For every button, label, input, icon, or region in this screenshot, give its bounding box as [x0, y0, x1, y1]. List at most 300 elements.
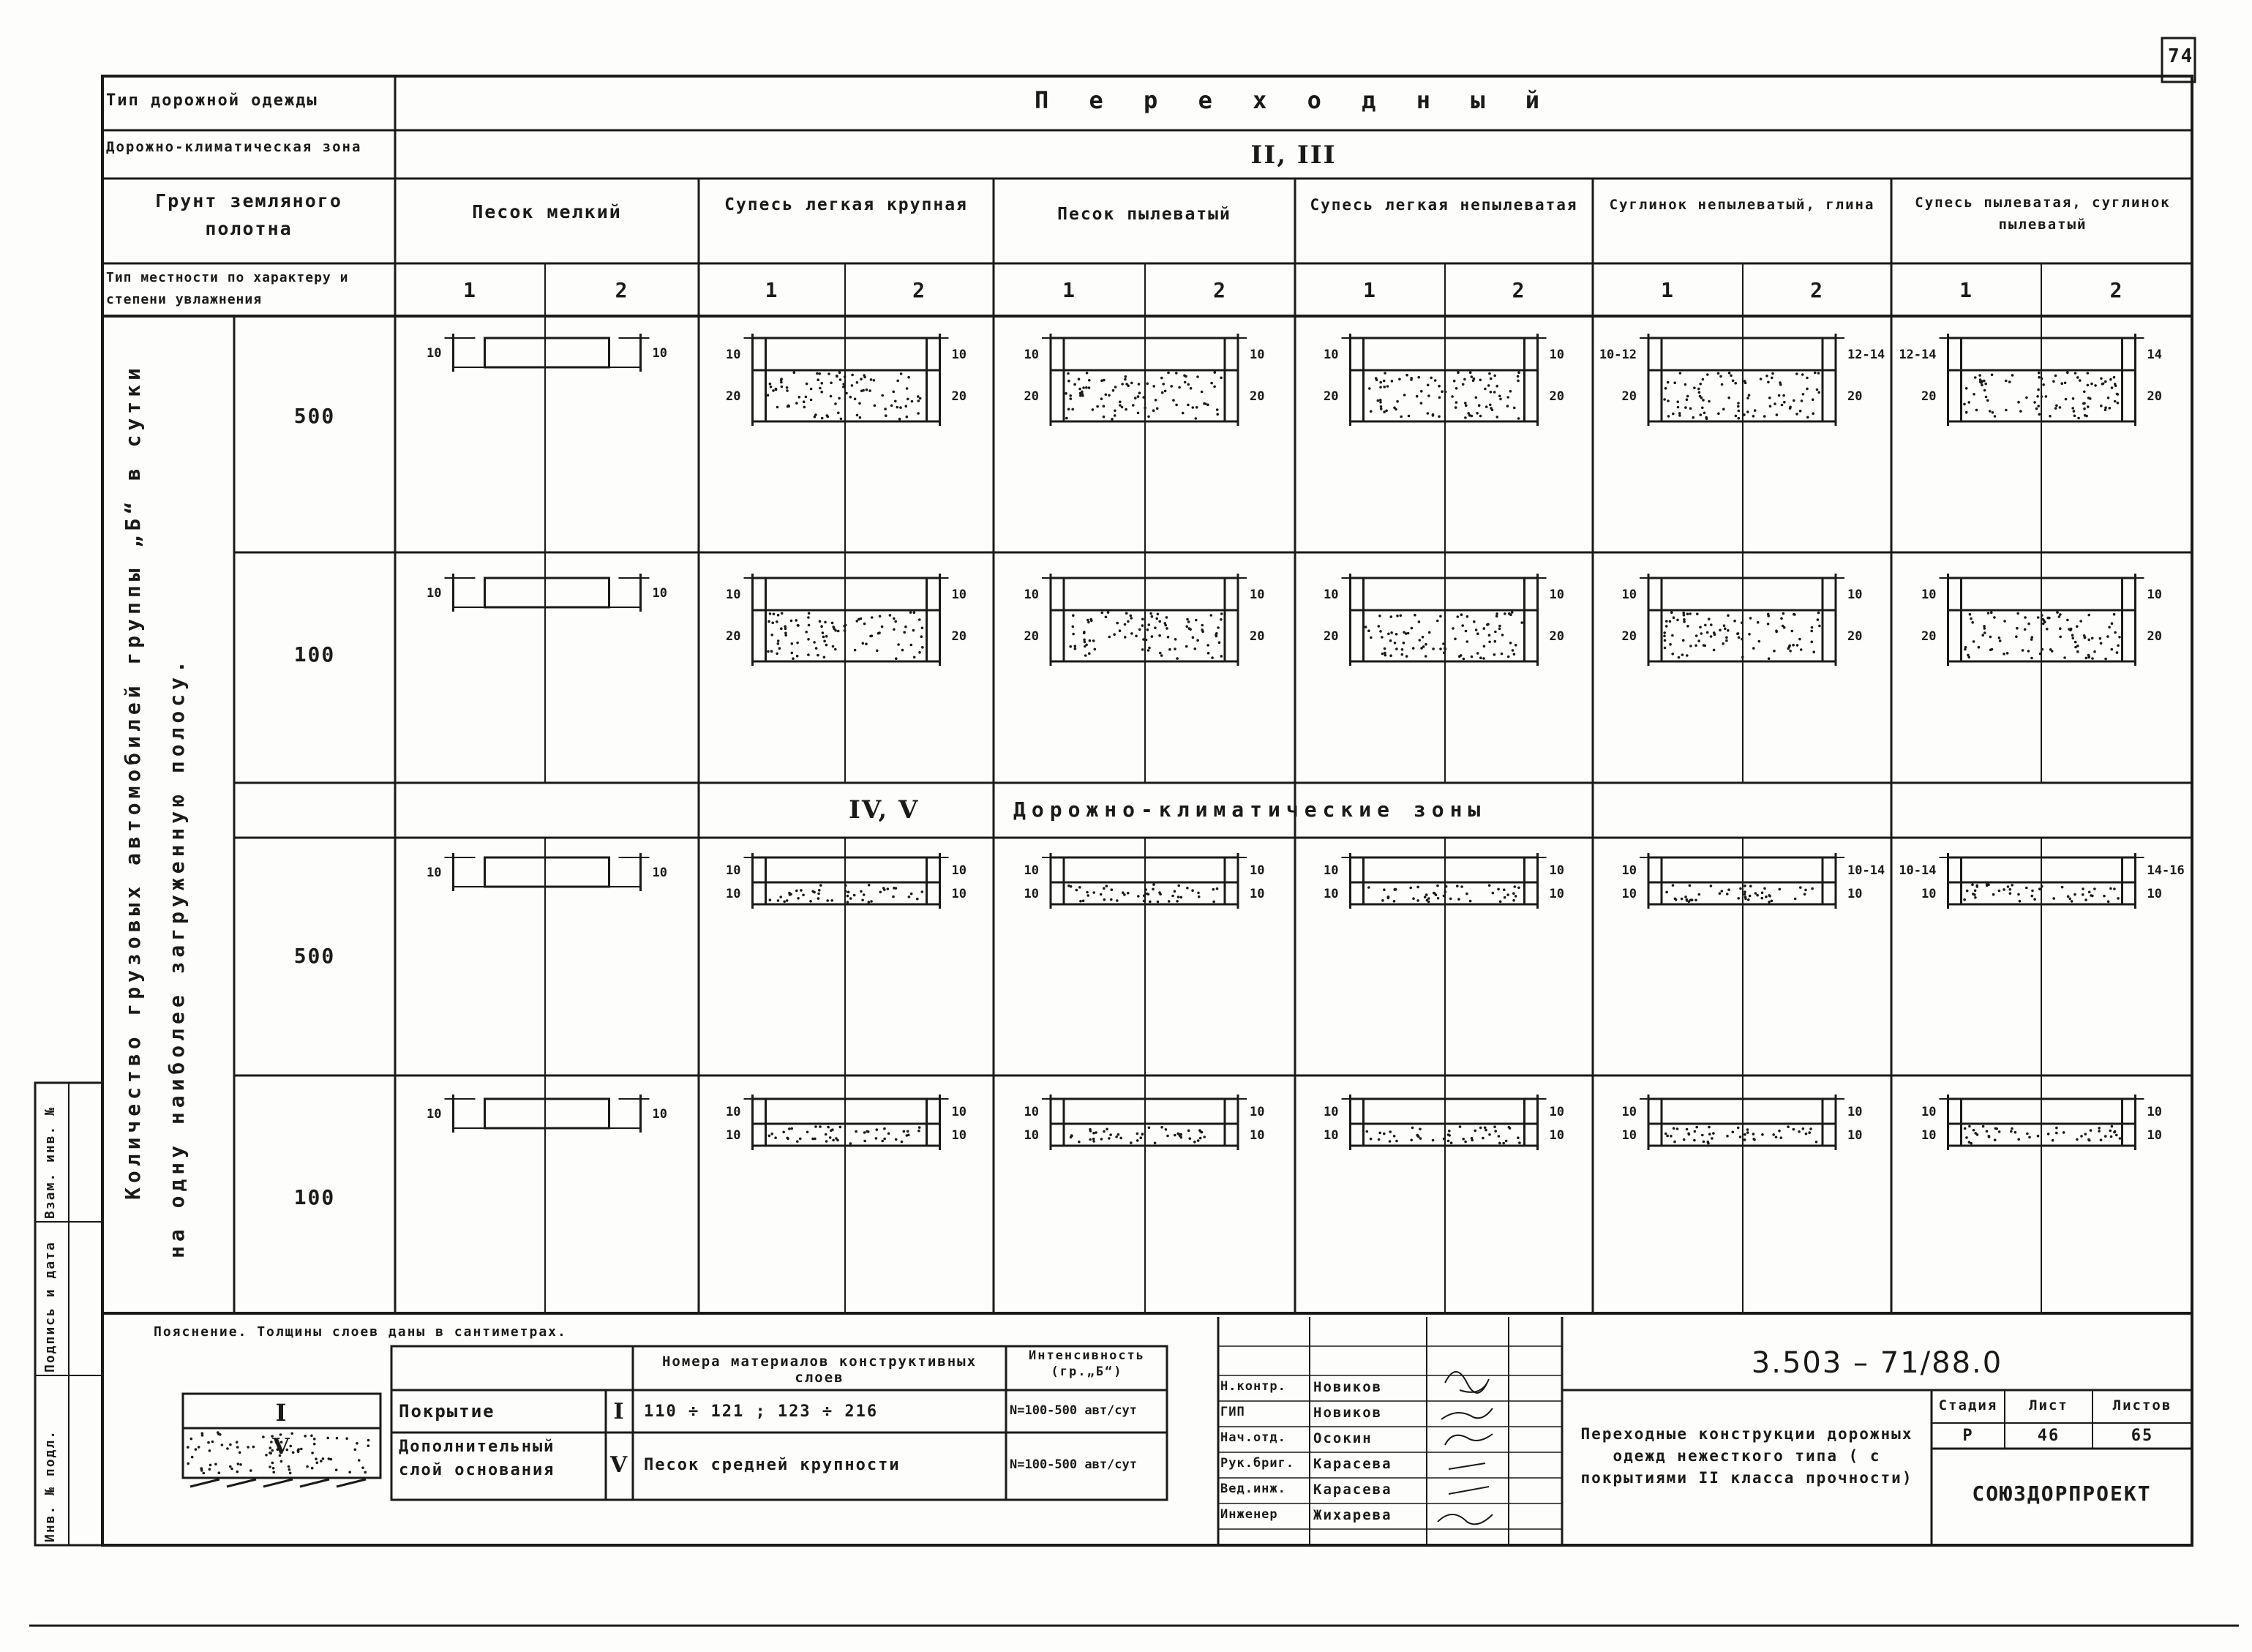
sand-dot — [1507, 656, 1510, 658]
sand-dot — [1196, 406, 1198, 409]
sand-dot — [1708, 1126, 1711, 1129]
sand-dot — [784, 627, 787, 630]
sand-dot — [781, 612, 784, 615]
sand-dot — [1781, 404, 1784, 407]
sand-dot — [921, 646, 924, 649]
sand-dot — [786, 389, 789, 392]
sand-dot — [795, 619, 798, 622]
sand-dot — [1665, 620, 1668, 623]
sand-dot — [1138, 383, 1141, 386]
sand-dot — [1989, 649, 1992, 652]
sand-dot — [1175, 404, 1178, 407]
sand-dot — [1967, 401, 1970, 404]
sand-dot — [2049, 415, 2052, 418]
sand-dot — [887, 887, 890, 890]
stamp-name: Жихарева — [1313, 1507, 1392, 1523]
sand-dot — [781, 386, 784, 388]
stamp-role: Вед.инж. — [1220, 1482, 1286, 1496]
sand-dot — [2104, 380, 2107, 383]
sand-dot — [1092, 1140, 1095, 1143]
sand-dot — [1396, 615, 1399, 617]
sand-dot — [1430, 377, 1433, 380]
strip-replace: Взам. инв. № — [42, 1105, 58, 1219]
sand-dot — [1187, 383, 1190, 386]
sand-dot — [892, 896, 895, 898]
sand-dot — [1105, 616, 1108, 619]
sand-dot — [2054, 407, 2057, 410]
sand-dot — [2113, 613, 2116, 616]
sand-dot — [2042, 623, 2045, 626]
sand-dot — [1775, 630, 1778, 633]
sand-dot — [1789, 650, 1792, 653]
sand-dot — [1414, 614, 1416, 617]
sand-dot — [1478, 404, 1481, 407]
sand-dot — [823, 640, 826, 643]
sand-dot — [813, 641, 816, 644]
sand-dot — [1999, 639, 2002, 642]
sand-dot — [1379, 401, 1382, 404]
sand-dot — [1712, 1132, 1715, 1135]
traffic-value: 500 — [293, 404, 336, 428]
traffic-value: 500 — [293, 944, 336, 968]
sand-dot — [1995, 1127, 1998, 1130]
sand-dot — [2107, 901, 2110, 904]
sand-dot — [1194, 647, 1197, 650]
sand-dot — [1737, 897, 1740, 900]
layer-thickness-label: 10 — [726, 1105, 741, 1119]
sand-dot — [1495, 615, 1498, 617]
sand-dot — [1771, 900, 1774, 903]
sand-dot — [803, 406, 806, 409]
sand-dot — [1696, 612, 1699, 615]
sand-dot — [838, 397, 841, 400]
sand-dot — [1689, 885, 1692, 887]
zone-value: II, III — [1250, 140, 1337, 170]
sand-dot — [1686, 398, 1689, 401]
sand-dot — [1089, 639, 1092, 642]
sand-dot — [787, 405, 790, 408]
sand-dot — [1717, 413, 1720, 416]
sand-dot — [1201, 624, 1204, 627]
sand-dot — [2064, 382, 2067, 385]
sand-dot — [839, 1126, 842, 1129]
sand-dot — [2079, 620, 2082, 623]
sand-dot — [2117, 645, 2120, 647]
sand-dot — [1998, 890, 2001, 893]
sand-dot — [851, 384, 854, 387]
layer-thickness-label: 10 — [1549, 887, 1564, 901]
sand-dot — [1154, 1142, 1157, 1145]
sand-dot — [1381, 653, 1384, 656]
sand-dot — [1467, 412, 1470, 415]
sand-dot — [1416, 886, 1419, 889]
sand-dot — [1177, 885, 1180, 887]
sand-dot — [831, 622, 834, 625]
sand-dot — [913, 611, 916, 614]
sand-dot — [770, 634, 773, 637]
layer-thickness-label: 10 — [726, 587, 741, 602]
stage-label: Стадия — [1938, 1397, 1998, 1413]
sand-dot — [1167, 636, 1170, 639]
sand-dot — [1678, 412, 1681, 415]
sand-dot — [1403, 631, 1405, 634]
sand-dot — [855, 1130, 857, 1133]
pavement-section-diagram — [1899, 334, 2162, 426]
sand-dot — [1498, 395, 1501, 398]
sand-dot — [1141, 648, 1144, 651]
sand-dot — [1724, 628, 1727, 631]
sheet-label: Лист — [2029, 1397, 2068, 1413]
layer-thickness-label: 10 — [1324, 887, 1339, 901]
sand-dot — [844, 375, 847, 378]
sand-dot — [1817, 372, 1820, 375]
sand-dot — [1780, 1136, 1783, 1139]
sand-dot — [885, 414, 887, 417]
layer-thickness-label: 10 — [1250, 1105, 1265, 1119]
layer-thickness-label: 10 — [1621, 863, 1637, 878]
sand-dot — [896, 380, 899, 383]
sand-dot — [900, 372, 903, 375]
sand-dot — [1147, 649, 1150, 652]
sand-dot — [773, 613, 776, 616]
sand-dot — [893, 617, 896, 620]
layer-thickness-label: 10 — [951, 1128, 967, 1143]
sand-dot — [2111, 622, 2114, 625]
sand-dot — [1722, 408, 1725, 411]
sand-dot — [1090, 619, 1093, 622]
sand-dot — [1804, 893, 1806, 896]
sand-dot — [839, 378, 842, 381]
sand-dot — [832, 1139, 835, 1142]
sand-dot — [1065, 417, 1068, 420]
sand-dot — [230, 1468, 233, 1471]
sand-dot — [1379, 399, 1382, 402]
sand-dot — [1517, 417, 1520, 420]
sand-dot — [2106, 635, 2109, 638]
zone-label: Дорожно-климатическая зона — [106, 139, 362, 155]
sand-dot — [1512, 899, 1515, 902]
sand-dot — [1479, 1127, 1482, 1130]
sand-dot — [2111, 386, 2114, 389]
sand-dot — [209, 1464, 212, 1467]
sand-dot — [906, 416, 909, 418]
sand-dot — [1189, 1137, 1192, 1140]
sand-dot — [306, 1465, 309, 1468]
sand-dot — [1220, 618, 1223, 621]
sand-dot — [1393, 1135, 1396, 1138]
sand-dot — [879, 891, 882, 894]
sand-dot — [907, 376, 910, 379]
sand-dot — [889, 614, 892, 617]
sand-dot — [1708, 1133, 1711, 1135]
sand-dot — [1152, 409, 1155, 412]
sand-dot — [1152, 385, 1155, 388]
sand-dot — [776, 653, 778, 656]
sand-dot — [2109, 1130, 2112, 1133]
terrain-label: Тип местности по характеру и степени увлажнения — [106, 270, 349, 307]
sand-dot — [1193, 1141, 1196, 1144]
terrain-type-number: 1 — [1363, 278, 1377, 302]
sand-dot — [842, 383, 845, 386]
sand-dot — [1986, 885, 1989, 887]
sand-dot — [1727, 629, 1730, 632]
sand-dot — [2113, 376, 2116, 379]
sand-dot — [807, 616, 810, 619]
sand-dot — [1667, 399, 1670, 402]
sand-dot — [1493, 391, 1496, 394]
sand-dot — [1214, 371, 1217, 374]
sand-dot — [1754, 409, 1757, 412]
sand-dot — [1079, 900, 1082, 903]
sand-dot — [825, 1140, 828, 1143]
sand-dot — [1664, 647, 1667, 650]
layer-thickness-label: 10 — [726, 1128, 741, 1143]
sand-dot — [1074, 645, 1077, 647]
sand-dot — [2005, 380, 2008, 383]
sand-dot — [1462, 383, 1465, 386]
layer-thickness-label: 10 — [2147, 587, 2162, 602]
sand-dot — [1973, 393, 1975, 396]
sand-dot — [1708, 617, 1711, 620]
sand-dot — [1088, 379, 1091, 382]
sand-dot — [1197, 1139, 1200, 1142]
sand-dot — [862, 389, 865, 392]
sand-dot — [1164, 622, 1167, 625]
sand-dot — [894, 620, 897, 623]
sand-dot — [1805, 1133, 1808, 1135]
sand-dot — [1710, 885, 1713, 887]
sand-dot — [1975, 409, 1978, 412]
legend-row-material: 110 ÷ 121 ; 123 ÷ 216 — [644, 1403, 879, 1421]
sand-dot — [819, 884, 822, 887]
sand-dot — [2083, 408, 2086, 410]
sand-dot — [1494, 1130, 1497, 1133]
sand-dot — [1482, 657, 1485, 660]
sand-dot — [1686, 654, 1689, 657]
sand-dot — [1782, 394, 1785, 397]
sand-dot — [1761, 892, 1764, 895]
layer-thickness-label: 10 — [951, 863, 967, 878]
sand-dot — [858, 402, 861, 405]
sand-dot — [1992, 411, 1994, 414]
soil-header-3: Песок пылеватый — [1057, 205, 1231, 224]
sand-dot — [1216, 887, 1219, 890]
sand-dot — [1405, 655, 1408, 658]
sand-dot — [847, 901, 849, 904]
sand-dot — [1100, 893, 1103, 896]
sand-dot — [2014, 1131, 2017, 1134]
sand-dot — [1130, 1141, 1133, 1144]
sand-dot — [898, 418, 901, 421]
sand-dot — [874, 405, 877, 408]
sand-dot — [1197, 892, 1200, 895]
sand-dot — [859, 416, 862, 419]
sand-dot — [1768, 901, 1771, 904]
sand-dot — [1082, 386, 1085, 389]
sand-dot — [895, 1138, 898, 1141]
sand-dot — [918, 618, 921, 621]
sand-dot — [1425, 655, 1427, 658]
sand-dot — [1067, 372, 1070, 375]
sand-dot — [2082, 402, 2085, 405]
sand-dot — [1417, 376, 1420, 379]
sand-dot — [780, 627, 783, 630]
side-label-2: на одну наиболее загруженную полосу. — [165, 656, 189, 1258]
sand-dot — [1490, 407, 1493, 410]
sand-dot — [1085, 386, 1088, 389]
sand-dot — [881, 394, 884, 397]
sand-dot — [2087, 384, 2090, 387]
sand-dot — [826, 899, 829, 902]
sand-dot — [1141, 1133, 1144, 1136]
sand-dot — [2087, 405, 2090, 408]
sand-dot — [1139, 1136, 1142, 1139]
layer-thickness-label: 20 — [1250, 389, 1265, 404]
legend-note: Пояснение. Толщины слоев даны в сантиметрах. — [154, 1324, 567, 1340]
layer-thickness-label: 10-14 — [1847, 863, 1885, 878]
sand-dot — [1147, 416, 1150, 418]
sand-dot — [834, 402, 837, 405]
sand-dot — [1220, 612, 1223, 615]
sand-dot — [866, 388, 868, 391]
sand-dot — [908, 896, 911, 898]
sand-dot — [1964, 646, 1967, 649]
layer-thickness-label: 20 — [1847, 389, 1863, 404]
sand-dot — [1697, 639, 1700, 642]
sand-dot — [2104, 1135, 2107, 1138]
sand-dot — [1084, 645, 1086, 648]
sand-dot — [1149, 901, 1152, 904]
sand-dot — [1744, 890, 1746, 893]
sand-dot — [1116, 899, 1119, 902]
sand-dot — [1717, 372, 1720, 375]
sand-dot — [817, 378, 819, 381]
sand-dot — [786, 1137, 789, 1140]
sand-dot — [897, 643, 900, 646]
sand-dot — [1501, 634, 1504, 637]
layer-thickness-label: 10 — [1024, 887, 1039, 901]
sand-dot — [1694, 1130, 1697, 1133]
sheet-number: 74 — [2168, 45, 2194, 67]
sand-dot — [1367, 886, 1370, 889]
sand-dot — [1078, 378, 1081, 380]
sand-dot — [1493, 375, 1496, 378]
sand-dot — [1084, 641, 1086, 644]
layer-thickness-label: 10 — [1549, 1128, 1564, 1143]
sand-dot — [1752, 1133, 1755, 1135]
sand-dot — [1683, 614, 1686, 617]
sand-dot — [1377, 399, 1380, 402]
sand-dot — [1771, 372, 1774, 375]
layer-thickness-label: 10 — [1921, 1105, 1937, 1119]
sand-dot — [2059, 627, 2062, 630]
sand-dot — [1498, 625, 1501, 628]
sand-dot — [1706, 373, 1709, 376]
sand-dot — [1492, 892, 1495, 895]
sand-dot — [849, 897, 852, 900]
sand-dot — [2107, 397, 2110, 399]
sand-dot — [1119, 404, 1122, 407]
sand-dot — [1138, 628, 1141, 631]
sand-dot — [831, 1128, 834, 1131]
sand-dot — [1473, 378, 1476, 380]
sand-dot — [1775, 1135, 1778, 1138]
sand-dot — [863, 893, 866, 896]
sand-dot — [893, 628, 896, 631]
sand-dot — [1366, 1130, 1369, 1133]
sand-dot — [840, 418, 843, 421]
sand-dot — [1474, 1130, 1477, 1133]
sand-dot — [1509, 642, 1512, 645]
sand-dot — [1127, 892, 1130, 895]
sand-dot — [1493, 653, 1496, 656]
sand-dot — [1796, 644, 1799, 647]
sand-dot — [2115, 1134, 2118, 1137]
sand-dot — [837, 630, 840, 633]
sand-dot — [1136, 1139, 1139, 1142]
sand-dot — [1789, 406, 1792, 409]
sand-dot — [1462, 1138, 1465, 1141]
sand-dot — [1735, 415, 1738, 418]
layer-thickness-label: 10 — [1324, 1105, 1339, 1119]
sand-dot — [2079, 379, 2082, 382]
sand-dot — [2038, 887, 2041, 890]
sand-dot — [1779, 381, 1782, 384]
sand-dot — [1967, 654, 1970, 657]
sand-dot — [1365, 626, 1367, 628]
sand-dot — [856, 381, 859, 384]
sand-dot — [2087, 639, 2090, 642]
sand-dot — [1744, 893, 1746, 896]
sand-dot — [1137, 895, 1140, 898]
sand-dot — [2091, 895, 2094, 898]
sand-dot — [1092, 639, 1095, 642]
sand-dot — [866, 1130, 868, 1133]
sand-dot — [1210, 382, 1213, 385]
sand-dot — [2039, 653, 2042, 656]
sand-dot — [1161, 391, 1164, 394]
sand-dot — [844, 885, 847, 887]
sand-dot — [1963, 898, 1966, 901]
doc-title: Переходные конструкции дорожных одежд нежесткого типа ( с покрытиями II класса прочности) — [1580, 1425, 1913, 1487]
sand-dot — [1681, 653, 1684, 656]
sand-dot — [1756, 894, 1759, 897]
sand-dot — [1673, 1141, 1676, 1144]
sand-dot — [2076, 625, 2079, 628]
sand-dot — [1744, 1133, 1746, 1136]
sand-dot — [917, 395, 920, 398]
sand-dot — [1710, 623, 1713, 626]
sand-dot — [1427, 384, 1430, 387]
layer-thickness-label: 10 — [951, 587, 967, 602]
sand-dot — [1778, 394, 1781, 397]
sand-dot — [269, 1465, 271, 1468]
sand-dot — [2073, 415, 2076, 418]
sand-dot — [1213, 386, 1216, 388]
sand-dot — [1121, 383, 1124, 386]
sand-dot — [1681, 898, 1684, 901]
sand-dot — [1380, 408, 1383, 410]
sand-dot — [2027, 623, 2030, 626]
sand-dot — [901, 1141, 904, 1144]
sand-dot — [1210, 614, 1213, 617]
sand-dot — [2003, 888, 2005, 891]
layer-thickness-label: 10 — [1621, 1105, 1637, 1119]
sand-dot — [209, 1468, 211, 1471]
sand-dot — [1432, 647, 1435, 650]
sand-dot — [912, 629, 915, 632]
layer-thickness-label: 10 — [1324, 348, 1339, 362]
